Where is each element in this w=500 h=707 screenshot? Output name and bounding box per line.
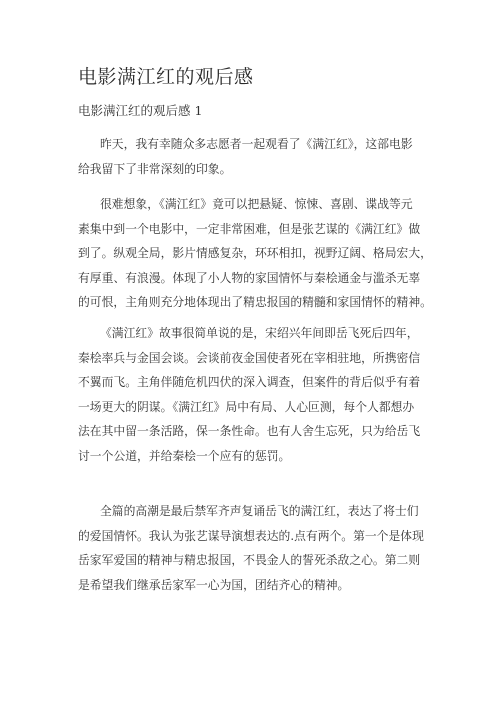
paragraph-1: [78, 132, 438, 181]
paragraph-2: [78, 192, 438, 315]
document-subtitle: 电影满江红的观后感 1: [78, 103, 203, 118]
paragraph-line: 全篇的高潮是最后禁军齐声复诵岳飞的满江红，表达了将士们: [100, 504, 419, 518]
paragraph-line: 讨一个公道，并给秦桧一个应有的惩罚。: [78, 448, 291, 463]
paragraph-line: 的爱国情怀。我认为张艺谋导演想表达的.点有两个。第一个是体现: [78, 528, 424, 543]
paragraph-4: [78, 499, 438, 597]
paragraph-line: 法在其中留一条活路，保一条性命。也有人舍生忘死，只为给岳飞: [78, 424, 421, 438]
paragraph-line: 昨天，我有幸随众多志愿者一起观看了《满江红》，这部电影: [100, 137, 413, 151]
paragraph-line: 一场更大的阴谋。《满江红》局中有局、人心叵测，每个人都想办: [78, 399, 415, 414]
paragraph-line: 素集中到一个电影中，一定非常困难，但是张艺谋的《满江红》做: [78, 221, 421, 236]
paragraph-line: 是希望我们继承岳家军一心为国，团结齐心的精神。: [78, 577, 350, 592]
paragraph-line: 不翼而飞。主角伴随危机四伏的深入调查，但案件的背后似乎有着: [78, 375, 421, 389]
paragraph-line: 秦桧率兵与金国会谈。会谈前夜金国使者死在宰相驻地，所携密信: [78, 350, 421, 365]
paragraph-line: 很难想象，《满江红》竟可以把悬疑、惊悚、喜剧、谍战等元: [100, 197, 413, 211]
document-title: 电影满江红的观后感: [78, 66, 254, 88]
paragraph-3: [78, 321, 438, 468]
paragraph-line: 给我留下了非常深刻的印象。: [78, 161, 232, 176]
paragraph-line: 《满江红》故事很简单说的是，宋绍兴年间即岳飞死后四年，: [100, 326, 419, 340]
paragraph-line: 的可恨，主角则充分地体现出了精忠报国的精髓和家国情怀的精神。: [78, 295, 432, 309]
paragraph-line: 到了。纵观全局，影片情感复杂，环环相扣，视野辽阔、格局宏大，: [78, 246, 432, 260]
paragraph-line: 岳家军爱国的精神与精忠报国，不畏金人的誓死杀敌之心。第二则: [78, 553, 421, 567]
paragraph-line: 有厚重、有浪漫。体现了小人物的家国情怀与秦桧通金与滥杀无辜: [78, 270, 421, 285]
